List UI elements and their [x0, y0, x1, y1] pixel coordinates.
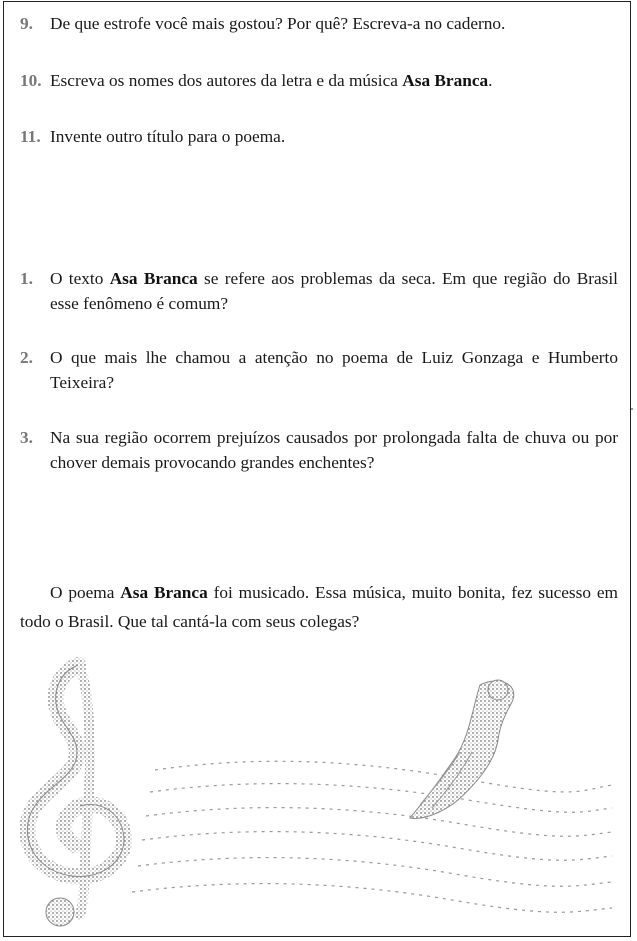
question-9 — [20, 11, 618, 36]
question-text: O texto Asa Branca se refere aos problemas da seca. Em que região do Brasil esse fenômeno é comum? — [50, 269, 618, 313]
bird-icon — [410, 680, 514, 818]
question-2 — [20, 345, 618, 395]
question-number: 11. — [20, 127, 41, 146]
question-10 — [20, 68, 618, 93]
question-number: 10. — [20, 71, 42, 90]
question-text: Na sua região ocorrem prejuízos causados por prolongada falta de chuva ou por chover demais provocando grandes enchentes? — [50, 428, 618, 472]
question-number: 1. — [20, 269, 33, 288]
question-number: 3. — [20, 428, 33, 447]
question-text: O que mais lhe chamou a atenção no poema de Luiz Gonzaga e Humberto Teixeira? — [50, 348, 618, 392]
question-11 — [20, 124, 618, 149]
closing-paragraph: O poema Asa Branca foi musicado. Essa música, muito bonita, fez sucesso em todo o Brasil. Que tal cantá-la com seus colegas? — [20, 583, 618, 631]
treble-clef-icon — [27, 665, 124, 926]
question-number: 9. — [20, 14, 33, 33]
question-number: 2. — [20, 348, 33, 367]
question-1 — [20, 266, 618, 316]
question-3 — [20, 425, 618, 475]
question-text: Escreva os nomes dos autores da letra e da música Asa Branca. — [50, 71, 493, 90]
music-illustration — [0, 640, 637, 940]
question-text: Invente outro título para o poema. — [50, 127, 286, 146]
margin-mark — [631, 408, 633, 410]
question-text: De que estrofe você mais gostou? Por quê? Escreva-a no caderno. — [50, 14, 506, 33]
music-staff-lines — [132, 761, 612, 912]
